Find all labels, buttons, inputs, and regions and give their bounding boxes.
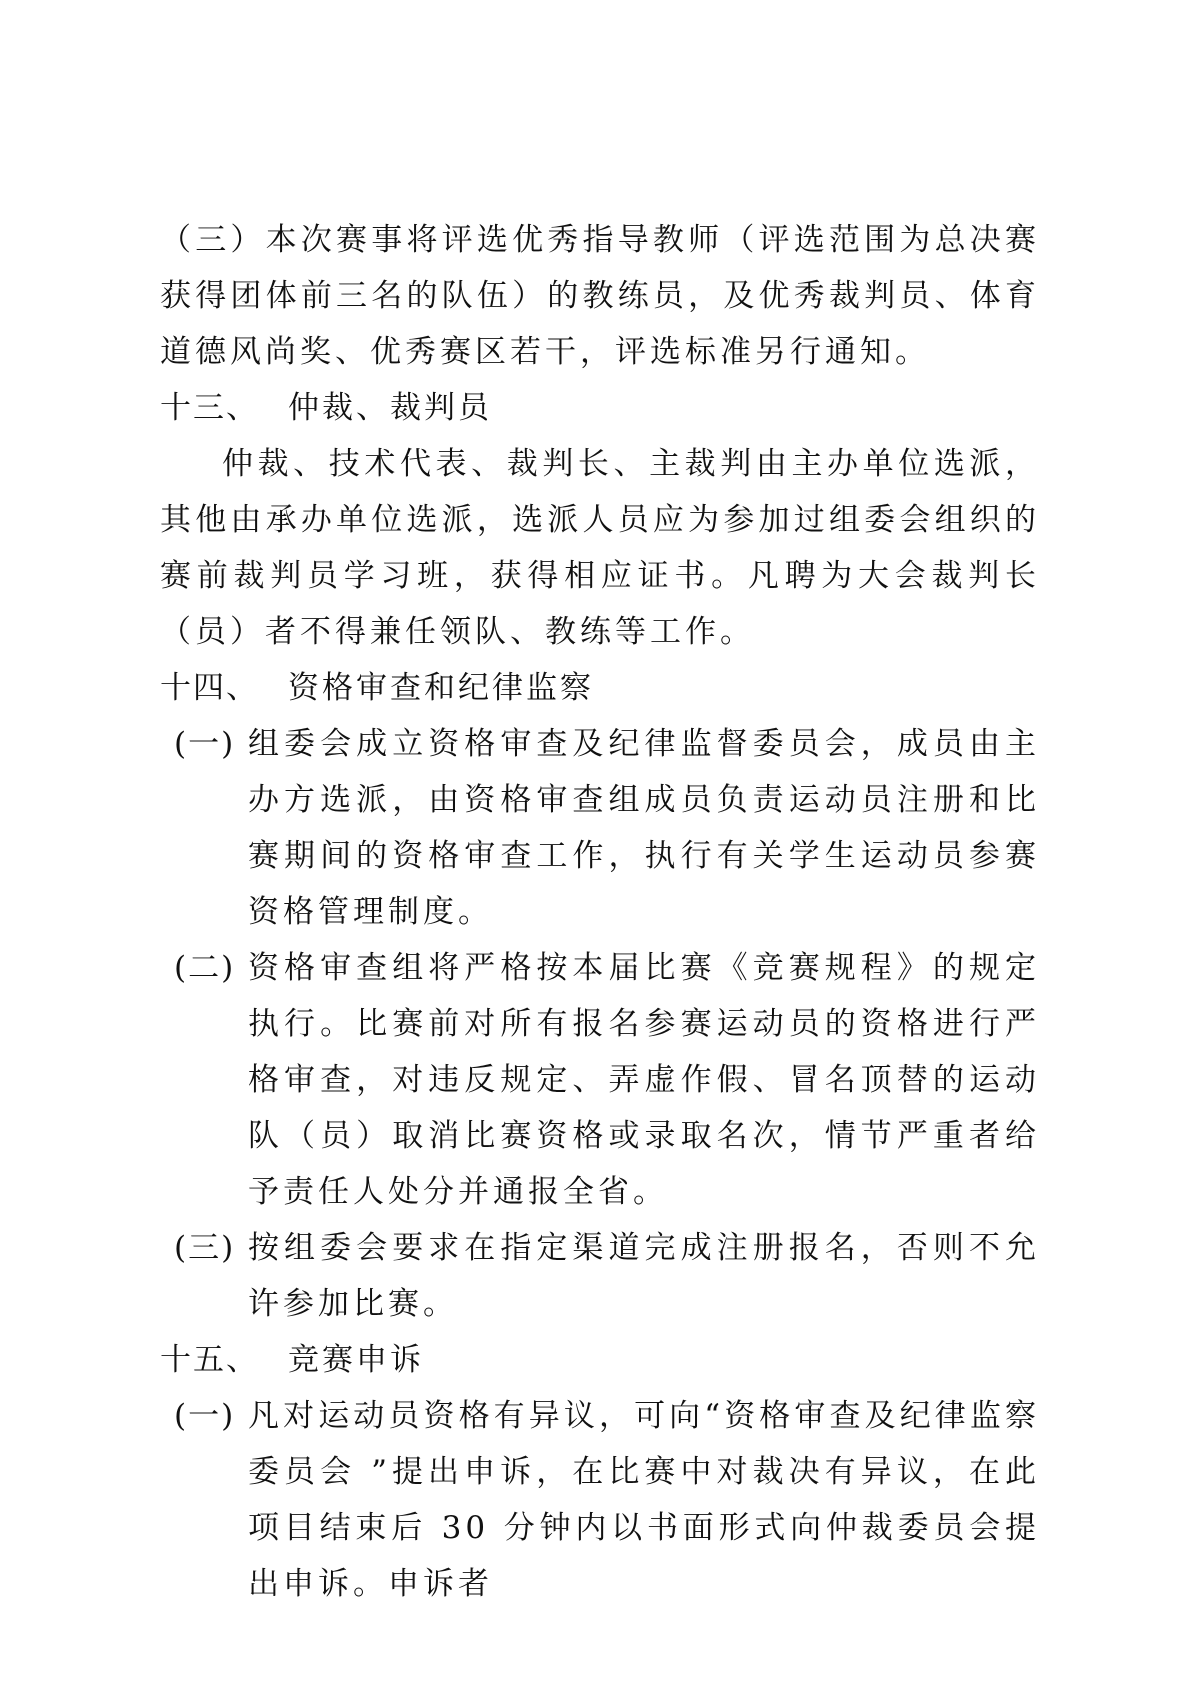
list-item-text: 资格审查组将严格按本届比赛《竞赛规程》的规定执行。比赛前对所有报名参赛运动员的资格进行严格审查，对违反规定、弄虚作假、冒名顶替的运动队（员）取消比赛资格或录取名次，情节严重者给予责任人处分并通报全省。 bbox=[248, 950, 1040, 1210]
section-heading-14 bbox=[160, 660, 1040, 716]
section-heading-13 bbox=[160, 380, 1040, 436]
section-13-paragraph: 仲裁、技术代表、裁判长、主裁判由主办单位选派，其他由承办单位选派，选派人员应为参加过组委会组织的赛前裁判员学习班，获得相应证书。凡聘为大会裁判长（员）者不得兼任领队、教练等工作。 bbox=[160, 446, 1040, 650]
list-item bbox=[160, 1388, 1040, 1612]
list-item-text: 按组委会要求在指定渠道完成注册报名，否则不允许参加比赛。 bbox=[248, 1230, 1040, 1322]
list-item-text: 凡对运动员资格有异议，可向“资格审查及纪律监察委员会 ”提出申诉，在比赛中对裁决有异议，在此项目结束后 30 分钟内以书面形式向仲裁委员会提出申诉。申诉者 bbox=[248, 1398, 1040, 1602]
section-heading-15 bbox=[160, 1332, 1040, 1388]
list-item bbox=[160, 1220, 1040, 1332]
list-item-marker: (二) bbox=[174, 950, 236, 986]
section-number: 十四、 bbox=[160, 670, 259, 706]
section-number: 十三、 bbox=[160, 390, 259, 426]
list-item-marker: (一) bbox=[174, 726, 236, 762]
list-item-marker: (一) bbox=[174, 1398, 236, 1434]
list-item-marker: (三) bbox=[174, 1230, 236, 1266]
list-item bbox=[160, 940, 1040, 1220]
section-title: 竞赛申诉 bbox=[288, 1342, 424, 1378]
opening-paragraph: （三）本次赛事将评选优秀指导教师（评选范围为总决赛获得团体前三名的队伍）的教练员，及优秀裁判员、体育道德风尚奖、优秀赛区若干，评选标准另行通知。 bbox=[160, 222, 1040, 370]
document-content bbox=[160, 212, 1040, 1612]
list-item-text: 组委会成立资格审查及纪律监督委员会，成员由主办方选派，由资格审查组成员负责运动员注册和比赛期间的资格审查工作，执行有关学生运动员参赛资格管理制度。 bbox=[248, 726, 1040, 930]
section-title: 仲裁、裁判员 bbox=[288, 390, 492, 426]
list-item bbox=[160, 716, 1040, 940]
section-title: 资格审查和纪律监察 bbox=[288, 670, 594, 706]
section-number: 十五、 bbox=[160, 1342, 259, 1378]
